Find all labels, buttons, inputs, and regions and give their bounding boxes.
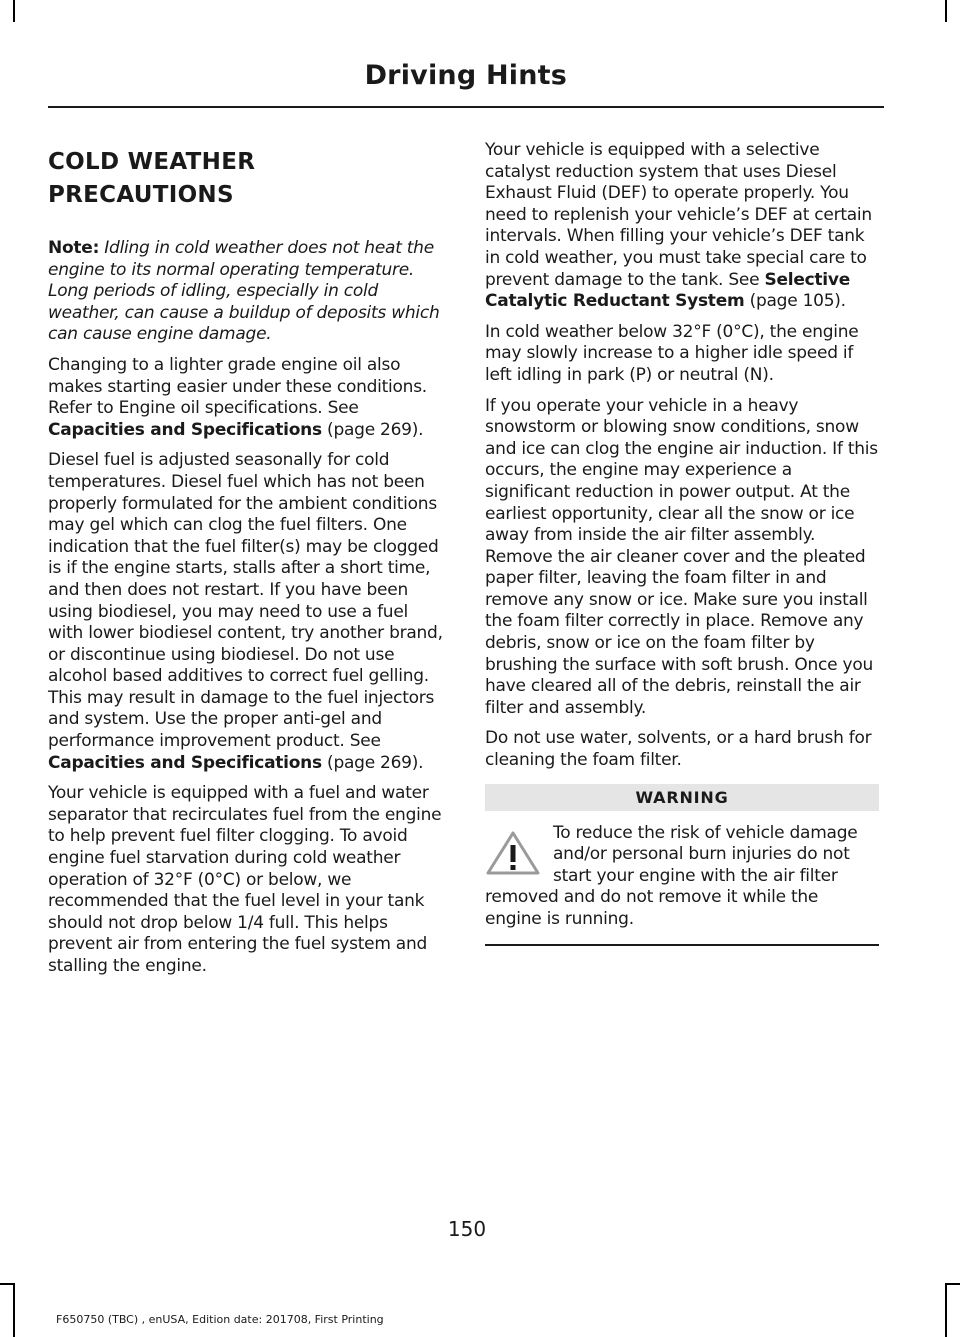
crop-mark-top-right-v [945, 0, 947, 22]
paragraph-snowstorm: If you operate your vehicle in a heavy snowstorm or blowing snow conditions, snow and ice can clog the engine air induction. If this occurs, the engine may experience a significant reduction in power output. At the earliest opportunity, clear all the snow or ice away from inside the air filter assembly. Remove the air cleaner cover and the pleated paper filter, leaving the foam filter in and remove any snow or ice. Make sure you install the foam filter correctly in place. Remove any debris, snow or ice on the foam filter by brushing the surface with soft brush. Once you have cleared all of the debris, reinstall the air filter and assembly. [485, 395, 878, 718]
cross-reference-link[interactable]: Selective Catalytic Reductant System [485, 269, 850, 312]
section-heading-line1: COLD WEATHER [48, 149, 256, 175]
paragraph-fuel-water-separator: Your vehicle is equipped with a fuel and water separator that recirculates fuel from the engine to help prevent fuel filter clogging. To avoid engine fuel starvation during cold weather operation of 32°F (0°C) or below, we recommended that the fuel level in your tank should not drop below 1/4 full. This helps prevent air from entering the fuel system and stalling the engine. [48, 783, 442, 976]
paragraph-text: Your vehicle is equipped with a selective catalyst reduction system that uses Diesel Exhaust Fluid (DEF) to operate properly. You need to replenish your vehicle’s DEF at certain intervals. When filling your vehicle’s DEF tank in cold weather, you must take special care to prevent damage to the tank. See [485, 140, 872, 290]
paragraph-diesel-fuel [48, 450, 446, 774]
section-heading [48, 146, 308, 212]
footer-edition-text: F650750 (TBC) , enUSA, Edition date: 201708, First Printing [56, 1313, 384, 1326]
cross-reference-link[interactable]: Capacities and Specifications [48, 419, 322, 440]
paragraph-text: Changing to a lighter grade engine oil also makes starting easier under these conditions. Refer to Engine oil specifications. See [48, 354, 427, 419]
note-text: Idling in cold weather does not heat the engine to its normal operating temperature. Long periods of idling, especially in cold weather, can cause a buildup of deposits which can cause engine damage. [48, 238, 440, 345]
warning-rule [485, 944, 879, 946]
paragraph-text: Diesel fuel is adjusted seasonally for cold temperatures. Diesel fuel which has not been properly formulated for the ambient conditions may gel which can clog the fuel filters. One indication that the fuel filter(s) may be clogged is if the engine starts, stalls after a short time, and then does not restart. If you have been using biodiesel, you may need to use a fuel with lower biodiesel content, try another brand, or discontinue using biodiesel. Do not use alcohol based additives to correct fuel gelling. This may result in damage to the fuel injectors and system. Use the proper anti-gel and performance improvement product. See [48, 450, 443, 752]
warning-triangle-icon [485, 829, 541, 877]
crop-mark-bottom-left-v [13, 1283, 15, 1337]
warning-text: To reduce the risk of vehicle damage and/or personal burn injuries do not start your engine with the air filter removed and do not remove it while the engine is running. [485, 822, 858, 929]
crop-mark-bottom-left-h [0, 1283, 15, 1285]
paragraph-engine-oil [48, 355, 446, 441]
section-heading-line2: PRECAUTIONS [48, 182, 234, 208]
warning-body [485, 823, 879, 931]
paragraph-idle-speed: In cold weather below 32°F (0°C), the engine may slowly increase to a higher idle speed if left idling in park (P) or neutral (N). [485, 321, 859, 385]
warning-heading: WARNING [485, 784, 879, 811]
page-reference: (page 105). [744, 291, 846, 312]
page-number: 150 [447, 1217, 487, 1241]
note-label: Note: [48, 238, 100, 258]
note-paragraph [48, 238, 446, 346]
left-column [48, 140, 446, 987]
page-reference: (page 269). [321, 752, 424, 773]
page-reference: (page 269). [321, 419, 424, 440]
crop-mark-bottom-right-v [945, 1283, 947, 1337]
paragraph-def [485, 140, 879, 313]
crop-mark-top-left-v [13, 0, 15, 22]
running-header-title: Driving Hints [364, 60, 567, 91]
cross-reference-link[interactable]: Capacities and Specifications [48, 752, 322, 773]
paragraph-foam-filter: Do not use water, solvents, or a hard brush for cleaning the foam filter. [485, 728, 872, 771]
header-rule [48, 106, 884, 108]
right-column [485, 140, 879, 946]
crop-mark-bottom-right-h [945, 1283, 960, 1285]
